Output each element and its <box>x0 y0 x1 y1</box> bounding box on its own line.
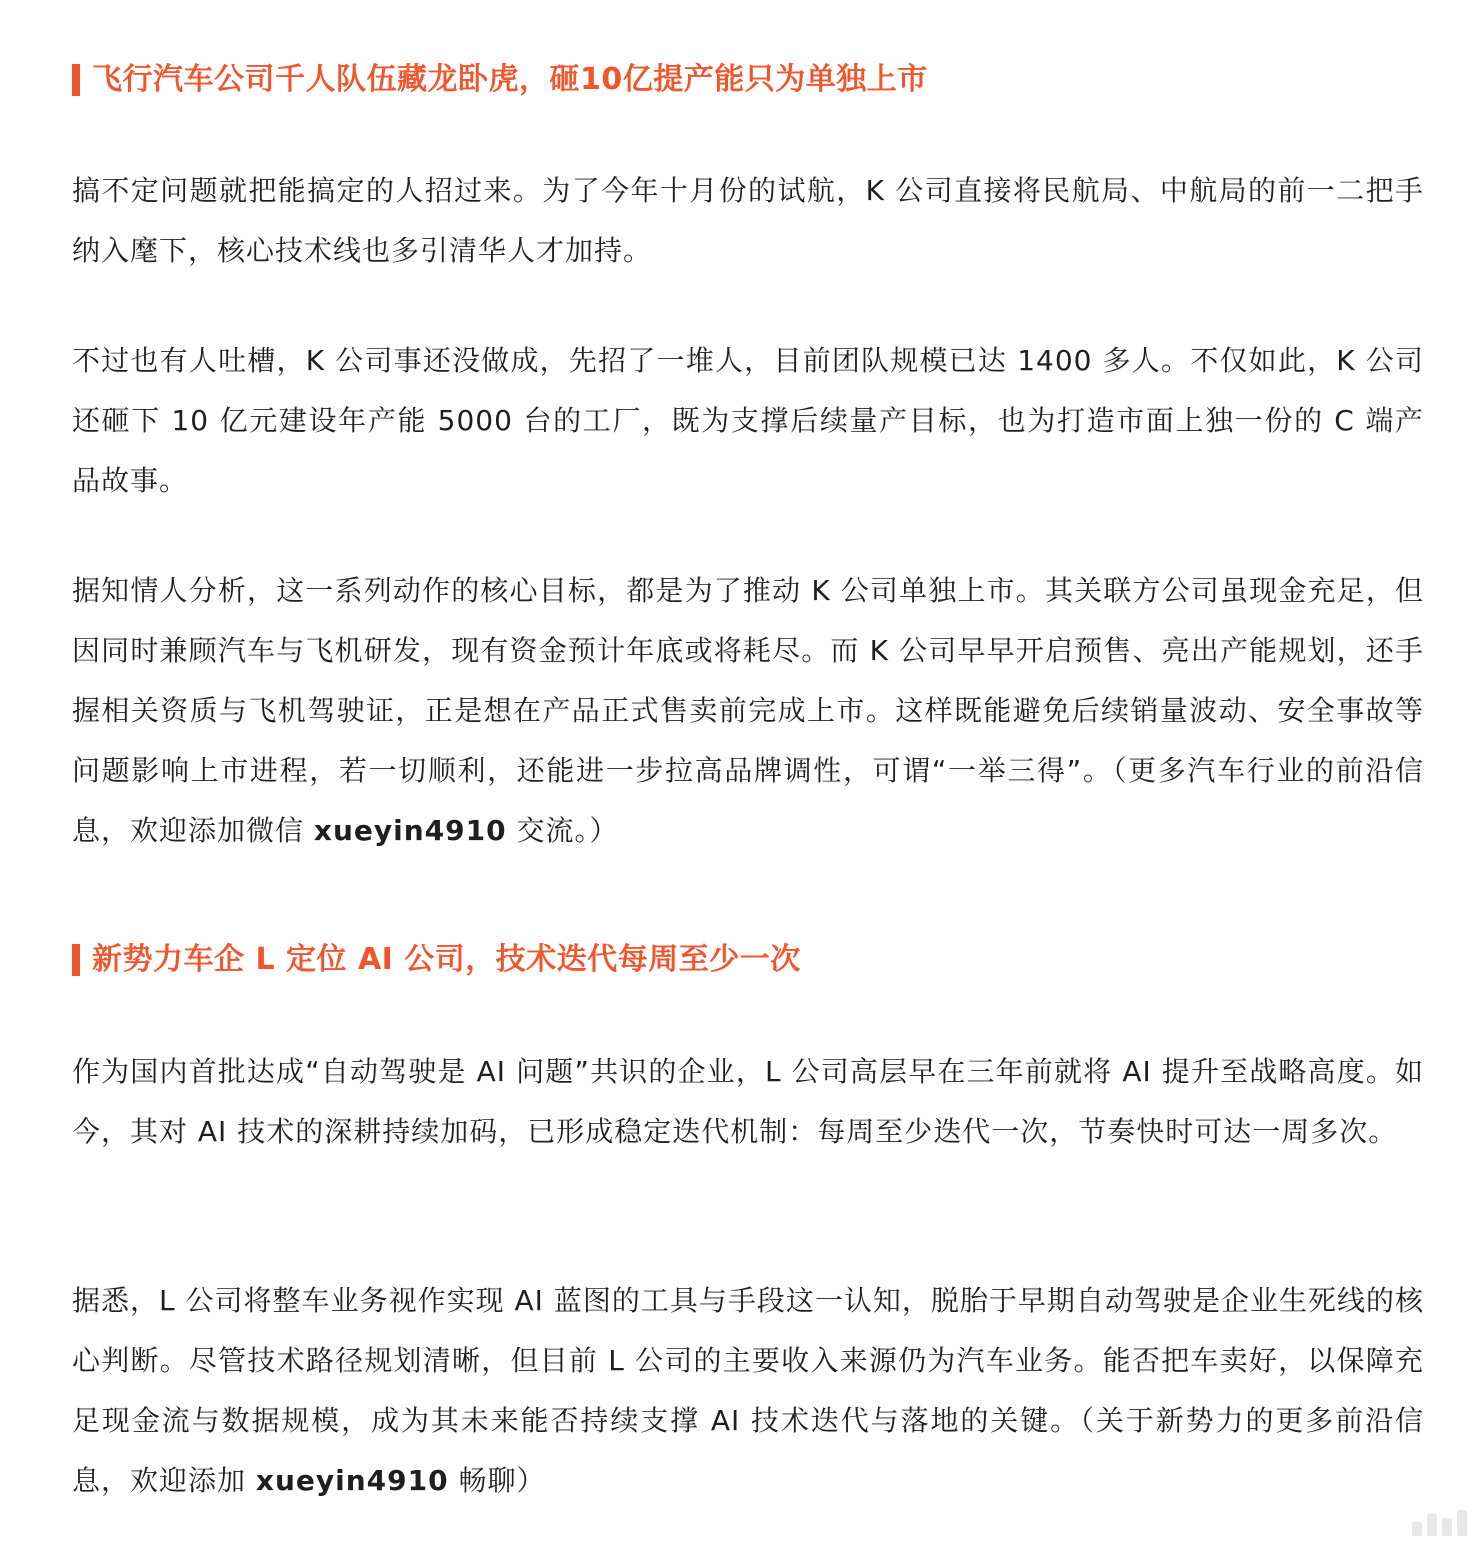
paragraph-1: 搞不定问题就把能搞定的人招过来。为了今年十月份的试航，K 公司直接将民航局、中航局的前一二把手纳入麾下，核心技术线也多引清华人才加持。 <box>72 174 1424 267</box>
watermark-bars-icon <box>1412 1510 1474 1536</box>
paragraph-5 <box>72 1271 1424 1511</box>
wechat-id-2: xueyin4910 <box>255 1464 449 1497</box>
paragraph-3 <box>72 561 1424 861</box>
paragraph-2: 不过也有人吐槽，K 公司事还没做成，先招了一堆人，目前团队规模已达 1400 多人。不仅如此，K 公司还砸下 10 亿元建设年产能 5000 台的工厂，既为支撑后续量产目标，也为打造市面上独一份的 C 端产品故事。 <box>72 344 1424 497</box>
heading-accent-bar <box>72 944 80 976</box>
section-title-2: 新势力车企 L 定位 AI 公司，技术迭代每周至少一次 <box>92 942 801 977</box>
section-title-1: 飞行汽车公司千人队伍藏龙卧虎，砸10亿提产能只为单独上市 <box>92 62 928 97</box>
paragraph-5-suffix: 畅聊） <box>448 1464 546 1497</box>
section-heading-2 <box>72 940 1424 980</box>
wechat-id-1: xueyin4910 <box>313 814 507 847</box>
paragraph-3-suffix: 交流。） <box>506 814 619 847</box>
paragraph-5-text: 据悉，L 公司将整车业务视作实现 AI 蓝图的工具与手段这一认知，脱胎于早期自动驾驶是企业生死线的核心判断。尽管技术路径规划清晰，但目前 L 公司的主要收入来源仍为汽车业务。能否把车卖好，以保障充足现金流与数据规模，成为其未来能否持续支撑 AI 技术迭代与落地的关键。（关于新势力的更多前沿信息，欢迎添加 <box>72 1284 1424 1497</box>
paragraph-4: 作为国内首批达成“自动驾驶是 AI 问题”共识的企业，L 公司高层早在三年前就将 AI 提升至战略高度。如今，其对 AI 技术的深耕持续加码，已形成稳定迭代机制：每周至少迭代一次，节奏快时可达一周多次。 <box>72 1055 1424 1148</box>
section-heading-1 <box>72 60 1424 100</box>
paragraph-3-text: 据知情人分析，这一系列动作的核心目标，都是为了推动 K 公司单独上市。其关联方公司虽现金充足，但因同时兼顾汽车与飞机研发，现有资金预计年底或将耗尽。而 K 公司早早开启预售、亮出产能规划，还手握相关资质与飞机驾驶证，正是想在产品正式售卖前完成上市。这样既能避免后续销量波动、安全事故等问题影响上市进程，若一切顺利，还能进一步拉高品牌调性，可谓“一举三得”。（更多汽车行业的前沿信息，欢迎添加微信 <box>72 574 1424 847</box>
heading-accent-bar <box>72 64 80 96</box>
